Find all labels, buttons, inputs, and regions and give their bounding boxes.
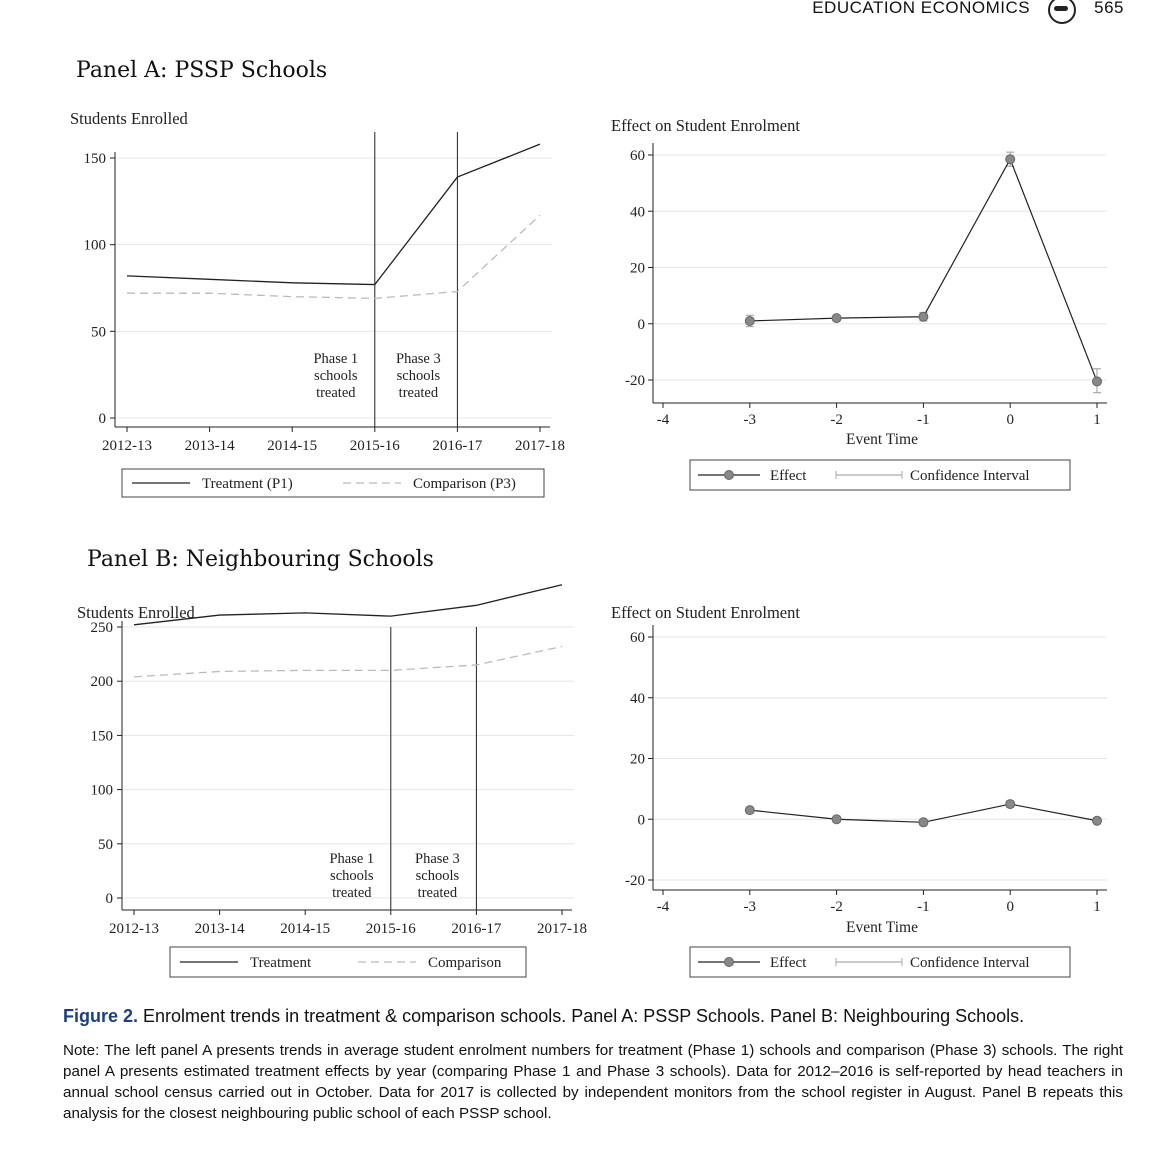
- effect-point: [1093, 377, 1102, 386]
- legend-label: Confidence Interval: [910, 955, 1030, 971]
- x-tick-label: 2017-18: [537, 921, 587, 937]
- x-axis-label: Event Time: [846, 919, 918, 936]
- y-tick-label: 150: [83, 151, 106, 167]
- figure-label: Figure 2.: [63, 1006, 139, 1026]
- phase-label: schools: [415, 868, 460, 884]
- phase-label: Phase 1: [329, 851, 375, 867]
- y-tick-label: 250: [90, 620, 113, 636]
- y-tick-label: 50: [91, 324, 106, 341]
- y-tick-label: 20: [630, 260, 645, 277]
- x-tick-label: -1: [917, 899, 930, 915]
- x-tick-label: 2017-18: [515, 438, 565, 454]
- y-tick-label: 100: [90, 782, 113, 799]
- y-tick-label: -20: [625, 873, 645, 889]
- phase-label: treated: [417, 885, 458, 901]
- x-axis-label: Event Time: [846, 431, 918, 448]
- effect-point: [919, 818, 928, 827]
- chart-title: Effect on Student Enrolment: [611, 603, 800, 622]
- effect-point: [1093, 816, 1102, 825]
- y-tick-label: 60: [630, 148, 645, 164]
- x-tick-label: 0: [1006, 412, 1014, 428]
- y-tick-label: 20: [630, 751, 645, 768]
- figure-caption: [63, 1006, 1123, 1027]
- series-line-treatment-p1-: [127, 144, 540, 284]
- legend-label: Comparison: [428, 955, 502, 971]
- y-tick-label: 0: [637, 316, 645, 333]
- x-tick-label: -2: [830, 412, 843, 428]
- phase-label: treated: [332, 885, 372, 901]
- legend-label: Effect: [770, 955, 807, 971]
- x-tick-label: 2014-15: [267, 438, 318, 454]
- effect-point: [832, 314, 841, 323]
- chart-title: Effect on Student Enrolment: [611, 116, 800, 135]
- x-tick-label: -1: [917, 412, 930, 428]
- phase-label: treated: [316, 385, 356, 401]
- page-number: 565: [1094, 0, 1124, 17]
- x-tick-label: 2013-14: [184, 438, 235, 454]
- x-tick-label: -3: [743, 899, 757, 915]
- y-tick-label: 200: [90, 674, 113, 691]
- x-tick-label: -4: [656, 899, 670, 915]
- phase-label: Phase 3: [396, 351, 441, 367]
- figure-note: Note: The left panel A presents trends in average student enrolment numbers for treatment (Phase 1) schools and comparison (Phase 3) schools. The right panel A presents estimated treatment effects by year (comparing Phase 1 and Phase 3 schools). Data for 2012–2016 is self-reported by head teachers in annual school census carried out in October. Data for 2017 is collected by independent monitors from the school register in August. Panel B repeats this analysis for the closest neighbouring public school of each PSSP school.: [63, 1042, 1123, 1122]
- journal-name: EDUCATION ECONOMICS: [812, 0, 1031, 17]
- y-tick-label: 40: [630, 690, 645, 707]
- series-line-comparison: [134, 647, 562, 677]
- legend-label: Treatment (P1): [202, 476, 293, 492]
- x-tick-label: 1: [1093, 412, 1101, 428]
- effect-line: [750, 159, 1097, 381]
- y-axis-label: Students Enrolled: [70, 109, 188, 128]
- y-tick-label: 0: [98, 411, 106, 427]
- x-tick-label: 2012-13: [102, 438, 152, 454]
- effect-point: [832, 815, 841, 824]
- x-tick-label: 2014-15: [280, 921, 331, 937]
- y-tick-label: 40: [630, 204, 645, 221]
- legend-label: Confidence Interval: [910, 468, 1030, 484]
- effect-point: [919, 312, 928, 321]
- y-tick-label: 0: [105, 891, 113, 907]
- phase-label: schools: [314, 368, 358, 384]
- x-tick-label: 2015-16: [365, 921, 416, 937]
- y-tick-label: 50: [98, 836, 113, 853]
- x-tick-label: 2015-16: [349, 438, 400, 454]
- effect-point: [745, 806, 754, 815]
- x-tick-label: -3: [743, 412, 757, 428]
- legend-label: Treatment: [250, 955, 312, 971]
- legend-swatch-point: [725, 471, 734, 480]
- effect-point: [1006, 155, 1015, 164]
- x-tick-label: -4: [656, 412, 670, 428]
- series-line-treatment: [134, 585, 562, 625]
- x-tick-label: 2013-14: [194, 921, 245, 937]
- phase-label: Phase 3: [415, 851, 460, 867]
- series-line-comparison-p3-: [127, 215, 540, 298]
- phase-label: treated: [398, 385, 439, 401]
- y-tick-label: 60: [630, 630, 645, 646]
- x-tick-label: -2: [830, 899, 843, 915]
- y-tick-label: 150: [90, 728, 113, 745]
- x-tick-label: 2016-17: [432, 438, 483, 454]
- y-axis-label: Students Enrolled: [77, 603, 195, 622]
- figure-caption-text: Enrolment trends in treatment & comparison schools. Panel A: PSSP Schools. Panel B: Neighbouring Schools.: [143, 1006, 1025, 1026]
- effect-point: [745, 316, 754, 325]
- legend-label: Comparison (P3): [413, 476, 516, 492]
- panel-b-title: Panel B: Neighbouring Schools: [87, 547, 434, 572]
- y-tick-label: -20: [625, 373, 645, 389]
- x-tick-label: 2016-17: [451, 921, 502, 937]
- y-tick-label: 100: [83, 237, 106, 254]
- effect-point: [1006, 800, 1015, 809]
- legend-swatch-point: [725, 958, 734, 967]
- legend-label: Effect: [770, 468, 807, 484]
- phase-label: Phase 1: [313, 351, 359, 367]
- phase-label: schools: [396, 368, 441, 384]
- phase-label: schools: [330, 868, 374, 884]
- panel-a-title: Panel A: PSSP Schools: [76, 58, 328, 83]
- x-tick-label: 2012-13: [109, 921, 159, 937]
- y-tick-label: 0: [637, 812, 645, 829]
- x-tick-label: 0: [1006, 899, 1014, 915]
- x-tick-label: 1: [1093, 899, 1101, 915]
